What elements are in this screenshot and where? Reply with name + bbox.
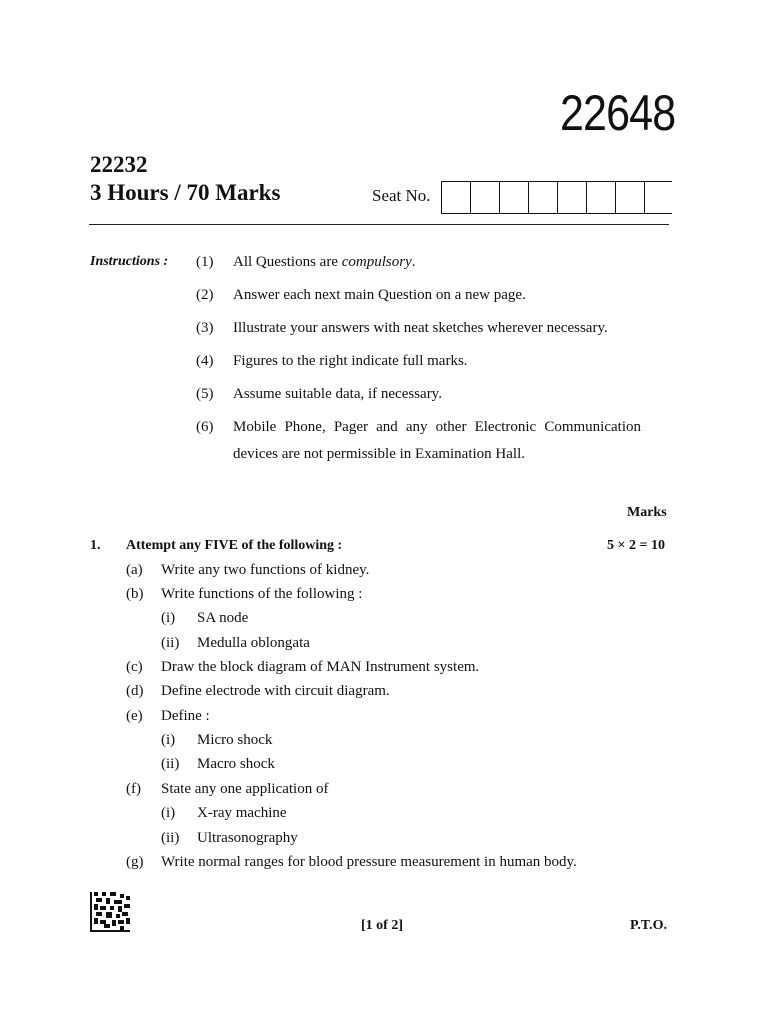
question-marks: 5 × 2 = 10 — [607, 538, 665, 553]
instruction-number: (2) — [196, 287, 214, 303]
seat-digit-box[interactable] — [645, 182, 672, 213]
header-divider — [89, 224, 669, 225]
instruction-number: (5) — [196, 386, 214, 402]
seat-number-label: Seat No. — [372, 186, 431, 205]
instruction-text: Illustrate your answers with neat sketches wherever necessary. — [233, 320, 608, 336]
seat-digit-box[interactable] — [587, 182, 616, 213]
part-text: Define : — [161, 708, 210, 724]
instruction-text: Answer each next main Question on a new page. — [233, 287, 526, 303]
question-number: 1. — [90, 538, 101, 553]
subject-code: 22232 — [90, 152, 148, 177]
subpart-text: X-ray machine — [197, 805, 287, 821]
instruction-number: (4) — [196, 353, 214, 369]
instruction-number: (1) — [196, 254, 214, 270]
seat-number-boxes[interactable] — [441, 181, 672, 214]
question-title: Attempt any FIVE of the following : — [126, 538, 343, 553]
subpart-label: (i) — [161, 732, 176, 748]
seat-digit-box[interactable] — [529, 182, 558, 213]
instruction-number: (6) — [196, 419, 214, 435]
seat-digit-box[interactable] — [558, 182, 587, 213]
part-label: (b) — [126, 586, 144, 602]
subpart-text: Micro shock — [197, 732, 273, 748]
part-text: Define electrode with circuit diagram. — [161, 683, 390, 699]
seat-digit-box[interactable] — [616, 182, 645, 213]
part-text: Draw the block diagram of MAN Instrument system. — [161, 659, 480, 675]
instruction-text-continued: devices are not permissible in Examination Hall. — [233, 446, 526, 462]
instruction-text: Figures to the right indicate full marks. — [233, 353, 468, 369]
marks-heading: Marks — [627, 505, 667, 520]
subpart-label: (ii) — [161, 635, 180, 651]
subpart-label: (ii) — [161, 756, 180, 772]
subpart-text: Macro shock — [197, 756, 275, 772]
part-text: Write normal ranges for blood pressure measurement in human body. — [161, 854, 577, 870]
subpart-text: SA node — [197, 610, 249, 626]
duration-marks: 3 Hours / 70 Marks — [90, 180, 281, 205]
instruction-text: All Questions are compulsory. — [233, 254, 416, 270]
datamatrix-code-icon — [90, 892, 130, 932]
part-label: (f) — [126, 781, 141, 797]
part-text: Write functions of the following : — [161, 586, 363, 602]
instruction-number: (3) — [196, 320, 214, 336]
part-label: (a) — [126, 562, 143, 578]
subpart-label: (i) — [161, 610, 176, 626]
part-label: (c) — [126, 659, 143, 675]
seat-digit-box[interactable] — [442, 182, 471, 213]
part-text: Write any two functions of kidney. — [161, 562, 370, 578]
part-label: (g) — [126, 854, 144, 870]
instruction-text: Mobile Phone, Pager and any other Electronic Communication — [233, 419, 641, 435]
subpart-label: (i) — [161, 805, 176, 821]
instruction-text: Assume suitable data, if necessary. — [233, 386, 442, 402]
page-number: [1 of 2] — [361, 918, 403, 933]
instructions-label: Instructions : — [90, 254, 169, 269]
please-turn-over: P.T.O. — [630, 918, 667, 933]
seat-digit-box[interactable] — [500, 182, 529, 213]
subpart-text: Ultrasonography — [197, 830, 298, 846]
paper-code: 22648 — [560, 85, 676, 141]
part-label: (e) — [126, 708, 143, 724]
seat-digit-box[interactable] — [471, 182, 500, 213]
part-text: State any one application of — [161, 781, 329, 797]
subpart-label: (ii) — [161, 830, 180, 846]
subpart-text: Medulla oblongata — [197, 635, 310, 651]
part-label: (d) — [126, 683, 144, 699]
